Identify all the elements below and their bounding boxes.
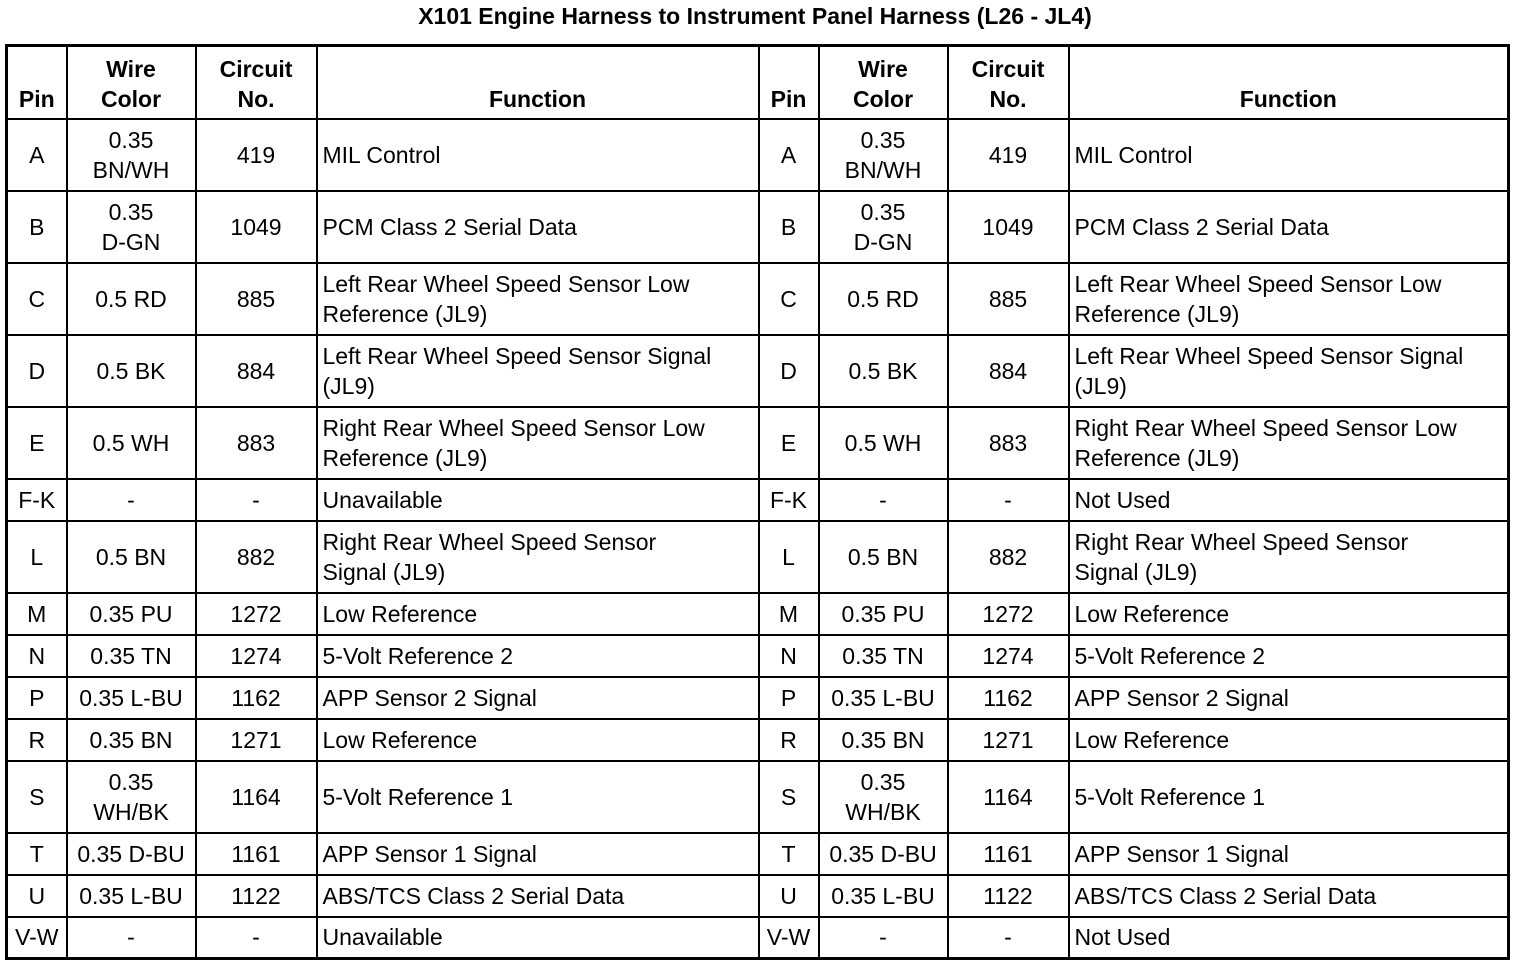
- circuit-no-cell: -: [196, 479, 317, 521]
- circuit-no-cell: 1274: [948, 635, 1069, 677]
- table-row: [7, 875, 1509, 917]
- page-title: X101 Engine Harness to Instrument Panel Harness (L26 - JL4): [418, 3, 1092, 29]
- table-row: [7, 719, 1509, 761]
- circuit-no-cell: 884: [948, 335, 1069, 407]
- wire-color-cell: -: [67, 479, 196, 521]
- header-pin: Pin: [7, 46, 67, 119]
- circuit-no-cell: 1122: [948, 875, 1069, 917]
- function-cell: Right Rear Wheel Speed Sensor Low Reference (JL9): [1069, 407, 1509, 479]
- pin-cell: M: [759, 593, 819, 635]
- table-row: [7, 191, 1509, 263]
- wire-color-cell: 0.35 D-GN: [67, 191, 196, 263]
- function-cell: Not Used: [1069, 479, 1509, 521]
- circuit-no-cell: 882: [196, 521, 317, 593]
- table-row: [7, 407, 1509, 479]
- wire-color-cell: 0.5 WH: [819, 407, 948, 479]
- function-cell: APP Sensor 2 Signal: [1069, 677, 1509, 719]
- pin-cell: V-W: [7, 917, 67, 959]
- circuit-no-cell: 882: [948, 521, 1069, 593]
- wire-color-cell: 0.35 TN: [67, 635, 196, 677]
- wire-color-cell: 0.5 RD: [819, 263, 948, 335]
- circuit-no-cell: 1049: [196, 191, 317, 263]
- wire-color-cell: -: [819, 917, 948, 959]
- function-cell: APP Sensor 1 Signal: [317, 833, 759, 875]
- circuit-no-cell: -: [196, 917, 317, 959]
- wire-color-cell: 0.35 L-BU: [819, 677, 948, 719]
- pin-cell: F-K: [759, 479, 819, 521]
- table-row: [7, 833, 1509, 875]
- wire-color-cell: 0.35 D-BU: [67, 833, 196, 875]
- table-row: [7, 635, 1509, 677]
- pin-cell: R: [7, 719, 67, 761]
- function-cell: Left Rear Wheel Speed Sensor Signal (JL9): [317, 335, 759, 407]
- function-cell: 5-Volt Reference 1: [1069, 761, 1509, 833]
- function-cell: MIL Control: [1069, 119, 1509, 191]
- pin-cell: M: [7, 593, 67, 635]
- function-cell: Low Reference: [1069, 593, 1509, 635]
- pin-cell: C: [7, 263, 67, 335]
- pin-cell: L: [7, 521, 67, 593]
- circuit-no-cell: 1271: [196, 719, 317, 761]
- function-cell: Unavailable: [317, 917, 759, 959]
- pin-cell: N: [7, 635, 67, 677]
- pin-cell: T: [7, 833, 67, 875]
- table-row: [7, 593, 1509, 635]
- wire-color-cell: 0.5 WH: [67, 407, 196, 479]
- header-pin: Pin: [759, 46, 819, 119]
- pin-cell: D: [7, 335, 67, 407]
- wire-color-cell: 0.35 BN: [67, 719, 196, 761]
- function-cell: MIL Control: [317, 119, 759, 191]
- wire-color-cell: 0.35 WH/BK: [819, 761, 948, 833]
- wire-color-cell: -: [67, 917, 196, 959]
- circuit-no-cell: 885: [948, 263, 1069, 335]
- wire-color-cell: 0.5 BK: [67, 335, 196, 407]
- wire-color-cell: 0.35 L-BU: [67, 677, 196, 719]
- circuit-no-cell: 883: [948, 407, 1069, 479]
- pin-cell: C: [759, 263, 819, 335]
- function-cell: Unavailable: [317, 479, 759, 521]
- wire-color-cell: 0.35 D-GN: [819, 191, 948, 263]
- circuit-no-cell: 1162: [196, 677, 317, 719]
- pin-cell: N: [759, 635, 819, 677]
- function-cell: APP Sensor 1 Signal: [1069, 833, 1509, 875]
- table-row: [7, 761, 1509, 833]
- circuit-no-cell: 1164: [948, 761, 1069, 833]
- circuit-no-cell: -: [948, 479, 1069, 521]
- table-row: [7, 521, 1509, 593]
- circuit-no-cell: 419: [196, 119, 317, 191]
- circuit-no-cell: 1161: [196, 833, 317, 875]
- circuit-no-cell: 884: [196, 335, 317, 407]
- function-cell: Right Rear Wheel Speed Sensor Signal (JL9): [317, 521, 759, 593]
- table-row: [7, 917, 1509, 959]
- function-cell: Low Reference: [1069, 719, 1509, 761]
- header-circuit-no: Circuit No.: [196, 46, 317, 119]
- pin-cell: E: [7, 407, 67, 479]
- circuit-no-cell: 885: [196, 263, 317, 335]
- wire-color-cell: 0.5 RD: [67, 263, 196, 335]
- circuit-no-cell: 419: [948, 119, 1069, 191]
- wire-color-cell: 0.35 WH/BK: [67, 761, 196, 833]
- circuit-no-cell: 1274: [196, 635, 317, 677]
- pin-cell: R: [759, 719, 819, 761]
- wire-color-cell: 0.5 BN: [67, 521, 196, 593]
- wire-color-cell: 0.35 D-BU: [819, 833, 948, 875]
- circuit-no-cell: 1164: [196, 761, 317, 833]
- header-circuit-no: Circuit No.: [948, 46, 1069, 119]
- header-function: Function: [1069, 46, 1509, 119]
- pin-cell: P: [7, 677, 67, 719]
- circuit-no-cell: 1161: [948, 833, 1069, 875]
- table-row: [7, 263, 1509, 335]
- function-cell: 5-Volt Reference 1: [317, 761, 759, 833]
- circuit-no-cell: 1162: [948, 677, 1069, 719]
- connector-pinout-table: [5, 44, 1510, 960]
- function-cell: ABS/TCS Class 2 Serial Data: [1069, 875, 1509, 917]
- pin-cell: B: [759, 191, 819, 263]
- function-cell: 5-Volt Reference 2: [1069, 635, 1509, 677]
- function-cell: APP Sensor 2 Signal: [317, 677, 759, 719]
- circuit-no-cell: 1271: [948, 719, 1069, 761]
- wire-color-cell: 0.5 BN: [819, 521, 948, 593]
- header-wire-color: Wire Color: [819, 46, 948, 119]
- function-cell: 5-Volt Reference 2: [317, 635, 759, 677]
- table-header-row: [7, 46, 1509, 119]
- function-cell: Low Reference: [317, 593, 759, 635]
- pin-cell: S: [759, 761, 819, 833]
- pin-cell: V-W: [759, 917, 819, 959]
- wire-color-cell: 0.35 BN/WH: [67, 119, 196, 191]
- circuit-no-cell: 1122: [196, 875, 317, 917]
- pin-cell: F-K: [7, 479, 67, 521]
- circuit-no-cell: -: [948, 917, 1069, 959]
- function-cell: Right Rear Wheel Speed Sensor Signal (JL9): [1069, 521, 1509, 593]
- function-cell: Not Used: [1069, 917, 1509, 959]
- circuit-no-cell: 883: [196, 407, 317, 479]
- function-cell: Left Rear Wheel Speed Sensor Signal (JL9): [1069, 335, 1509, 407]
- pin-cell: U: [759, 875, 819, 917]
- wire-color-cell: -: [819, 479, 948, 521]
- function-cell: Low Reference: [317, 719, 759, 761]
- function-cell: ABS/TCS Class 2 Serial Data: [317, 875, 759, 917]
- pin-cell: D: [759, 335, 819, 407]
- wire-color-cell: 0.35 PU: [819, 593, 948, 635]
- table-row: [7, 479, 1509, 521]
- function-cell: Left Rear Wheel Speed Sensor Low Reference (JL9): [317, 263, 759, 335]
- wire-color-cell: 0.35 L-BU: [819, 875, 948, 917]
- wire-color-cell: 0.5 BK: [819, 335, 948, 407]
- wire-color-cell: 0.35 PU: [67, 593, 196, 635]
- function-cell: Left Rear Wheel Speed Sensor Low Reference (JL9): [1069, 263, 1509, 335]
- circuit-no-cell: 1272: [948, 593, 1069, 635]
- wire-color-cell: 0.35 BN/WH: [819, 119, 948, 191]
- pin-cell: A: [759, 119, 819, 191]
- wire-color-cell: 0.35 TN: [819, 635, 948, 677]
- pin-cell: A: [7, 119, 67, 191]
- function-cell: Right Rear Wheel Speed Sensor Low Reference (JL9): [317, 407, 759, 479]
- pin-cell: U: [7, 875, 67, 917]
- table-row: [7, 335, 1509, 407]
- pin-cell: L: [759, 521, 819, 593]
- pin-cell: S: [7, 761, 67, 833]
- table-row: [7, 677, 1509, 719]
- wire-color-cell: 0.35 L-BU: [67, 875, 196, 917]
- function-cell: PCM Class 2 Serial Data: [1069, 191, 1509, 263]
- table-row: [7, 119, 1509, 191]
- header-wire-color: Wire Color: [67, 46, 196, 119]
- pin-cell: P: [759, 677, 819, 719]
- function-cell: PCM Class 2 Serial Data: [317, 191, 759, 263]
- pin-cell: E: [759, 407, 819, 479]
- circuit-no-cell: 1272: [196, 593, 317, 635]
- pin-cell: B: [7, 191, 67, 263]
- wire-color-cell: 0.35 BN: [819, 719, 948, 761]
- pin-cell: T: [759, 833, 819, 875]
- circuit-no-cell: 1049: [948, 191, 1069, 263]
- header-function: Function: [317, 46, 759, 119]
